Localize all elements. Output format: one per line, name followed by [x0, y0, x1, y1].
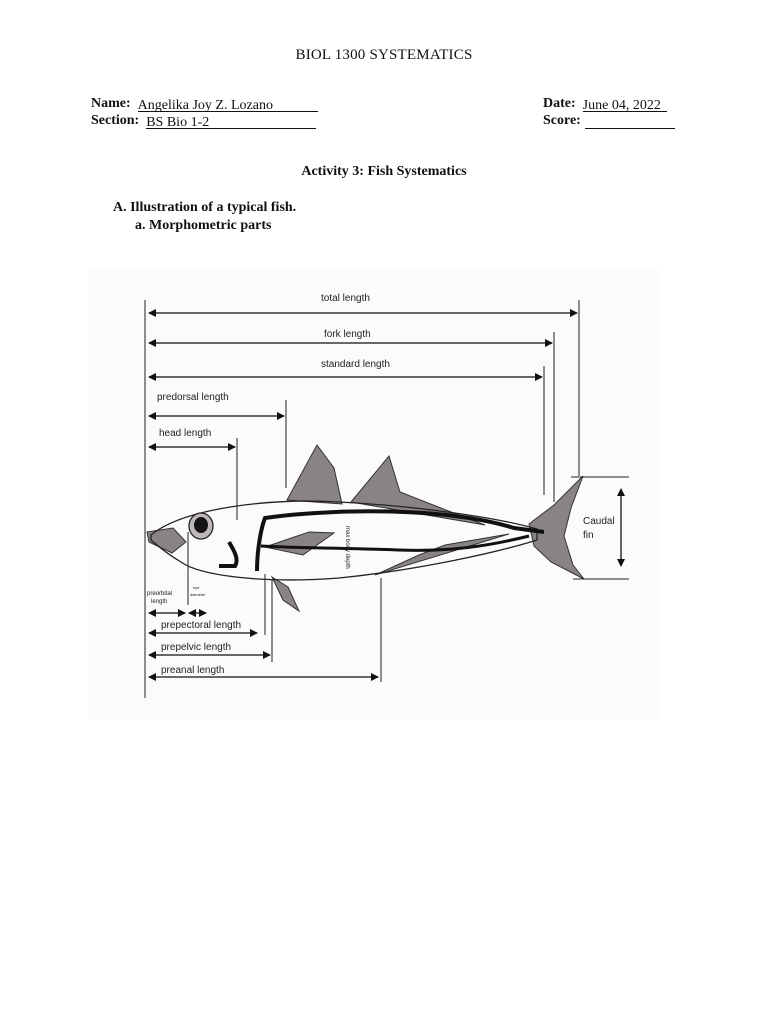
eye-diameter-label-1: eye: [193, 585, 200, 590]
preorbital-label-1: preorbital: [147, 591, 173, 597]
standard-length-label: standard length: [321, 359, 390, 370]
score-label: Score:: [543, 113, 581, 128]
section-label: Section:: [91, 113, 140, 128]
section-value: BS Bio 1-2: [146, 115, 210, 130]
caudal-fin-label-2: fin: [583, 530, 594, 541]
name-field: [91, 94, 318, 112]
name-value: Angelika Joy Z. Lozano: [137, 98, 273, 113]
subsection-a-heading: a. Morphometric parts: [135, 218, 272, 233]
name-line: [138, 96, 318, 112]
prepelvic-length-label: prepelvic length: [161, 642, 232, 653]
mouth-lips: [147, 528, 186, 553]
date-label: Date:: [543, 96, 576, 111]
score-field: [543, 111, 675, 129]
lateral-line: [219, 511, 544, 571]
section-field: [91, 111, 316, 129]
first-dorsal-fin: [287, 445, 342, 504]
fork-length-label: fork length: [324, 329, 371, 340]
pelvic-fin: [272, 577, 299, 611]
total-length-label: total length: [321, 293, 370, 304]
section-line: [146, 113, 316, 129]
date-line: [583, 96, 667, 112]
max-body-depth-label: max body depth: [344, 526, 350, 569]
head-length-label: head length: [159, 428, 212, 439]
eye-diameter-label-2: diameter: [190, 592, 206, 597]
pectoral-fin: [265, 532, 334, 555]
anal-fin: [375, 534, 509, 575]
score-line: [585, 113, 675, 129]
date-field: [543, 94, 667, 112]
name-label: Name:: [91, 96, 131, 111]
caudal-fin: [529, 476, 584, 579]
fish-morphometric-diagram: [89, 270, 661, 720]
fish-diagram-svg: [89, 270, 661, 720]
predorsal-length-label: predorsal length: [157, 392, 229, 403]
preorbital-label-2: length: [151, 599, 168, 605]
prepectoral-length-label: prepectoral length: [161, 620, 242, 631]
section-a-heading: A. Illustration of a typical fish.: [113, 200, 297, 215]
date-value: June 04, 2022: [582, 98, 661, 113]
course-title: BIOL 1300 SYSTEMATICS: [295, 47, 473, 63]
caudal-fin-label-1: Caudal: [583, 516, 615, 527]
activity-title: Activity 3: Fish Systematics: [301, 164, 467, 179]
preanal-length-label: preanal length: [161, 665, 225, 676]
